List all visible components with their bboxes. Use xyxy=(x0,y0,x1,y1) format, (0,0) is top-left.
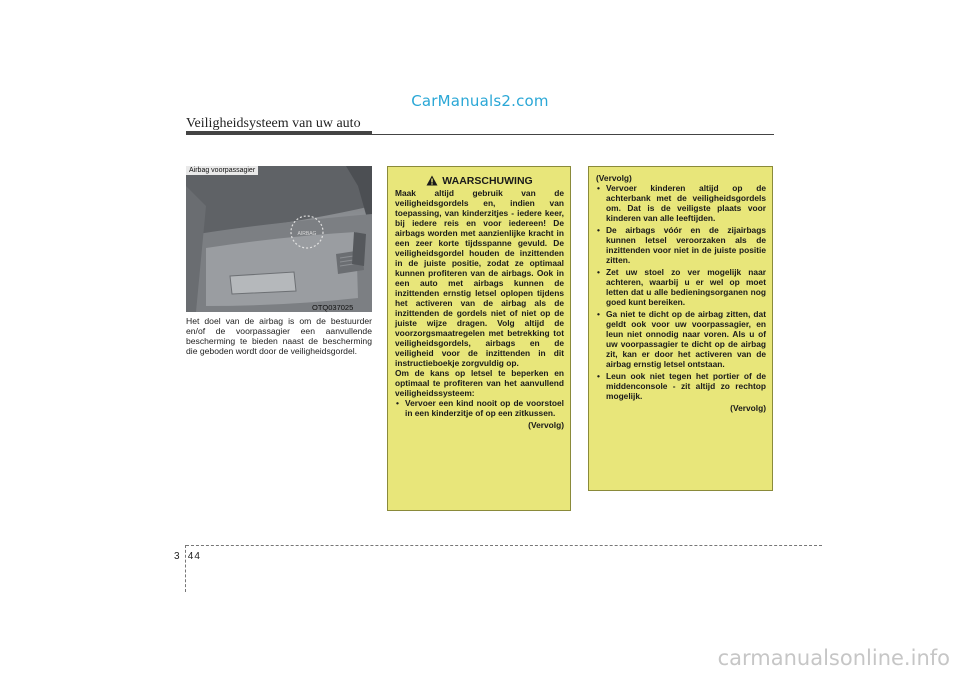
warning-title: WAARSCHUWING xyxy=(442,174,533,187)
list-item: • Leun ook niet tegen het portier of de middenconsole - zit altijd zo rechtop mogelijk. xyxy=(596,371,766,401)
airbag-caption: Het doel van de airbag is om de bestuurder en/of de voorpassagier een aanvullende bescherming te bieden naast de bescherming die geboden wordt door de veiligheidsgordel. xyxy=(186,316,372,356)
warning-continued: (Vervolg) xyxy=(528,420,564,430)
list-item: • Vervoer kinderen altijd op de achterbank met de veiligheidsgordels om. Dat is de veiligste plaats voor kinderen van alle leeftijden. xyxy=(596,183,766,223)
warning-paragraph-1: Maak altijd gebruik van de veiligheidsgordels en, indien van toepassing, van kinderzitjes - iedere keer, bij iedere reis en voor iedereen! De airbags worden met aanzienlijke kracht in een zeer korte tijdsspanne gevuld. De veiligheidsgordel houden de inzittenden in de juiste positie, zodat ze optimaal kunnen profiteren van de airbags. Ook in een auto met airbags kunnen de inzittenden ernstig letsel oplopen tijdens het activeren van de airbag als de inzittenden de gordels niet of niet op de juiste wijze dragen. Volg altijd de voorzorgsmaatregelen met betrekking tot veiligheidsgordels, airbags en de veiligheid voor de inzittenden in dit instructieboekje zorgvuldig op. xyxy=(395,188,564,368)
section-number: 3 xyxy=(174,551,181,562)
continuation-box xyxy=(588,166,773,491)
page-header-title: Veiligheidsysteem van uw auto xyxy=(186,116,361,131)
airbag-photo xyxy=(186,166,372,312)
header-rule-thin xyxy=(372,134,774,135)
list-item: • De airbags vóór en de zijairbags kunnen letsel veroorzaken als de inzittenden voor niet in de juiste positie zitten. xyxy=(596,225,766,265)
continuation-continued: (Vervolg) xyxy=(730,403,766,413)
watermark-bottom[interactable]: carmanualsonline.info xyxy=(717,646,950,670)
list-item: • Zet uw stoel zo ver mogelijk naar achteren, waarbij u er wel op moet letten dat u alle bedieningsorganen nog goed kunt bereiken. xyxy=(596,267,766,307)
continuation-bullet-list xyxy=(596,183,766,401)
watermark-top[interactable]: CarManuals2.com xyxy=(411,92,549,110)
header-rule-thick xyxy=(186,131,372,135)
photo-label: Airbag voorpassagier xyxy=(186,166,258,175)
page-number-value: 44 xyxy=(187,551,201,562)
warning-heading xyxy=(395,175,564,186)
list-item: • Vervoer een kind nooit op de voorstoel in een kinderzitje of op een zitkussen. xyxy=(395,398,564,418)
warning-paragraph-2: Om de kans op letsel te beperken en optimaal te profiteren van het aanvullend veiligheidssysteem: xyxy=(395,368,564,398)
warning-icon xyxy=(426,175,438,186)
photo-code: OTQ037025 xyxy=(312,303,354,312)
list-item: • Ga niet te dicht op de airbag zitten, dat geldt ook voor uw voorpassagier, en leun niet onnodig naar voren. Als u of uw voorpassagier te dicht op de airbag zit, kan er door het activeren van de airbag ernstig letsel ontstaan. xyxy=(596,309,766,369)
svg-text:AIRBAG: AIRBAG xyxy=(297,231,317,237)
warning-box xyxy=(387,166,571,511)
continuation-header: (Vervolg) xyxy=(596,173,632,183)
page-number xyxy=(174,551,201,562)
footer-rule xyxy=(186,545,822,546)
warning-bullet-list xyxy=(395,398,564,418)
dashboard-illustration xyxy=(186,166,372,312)
